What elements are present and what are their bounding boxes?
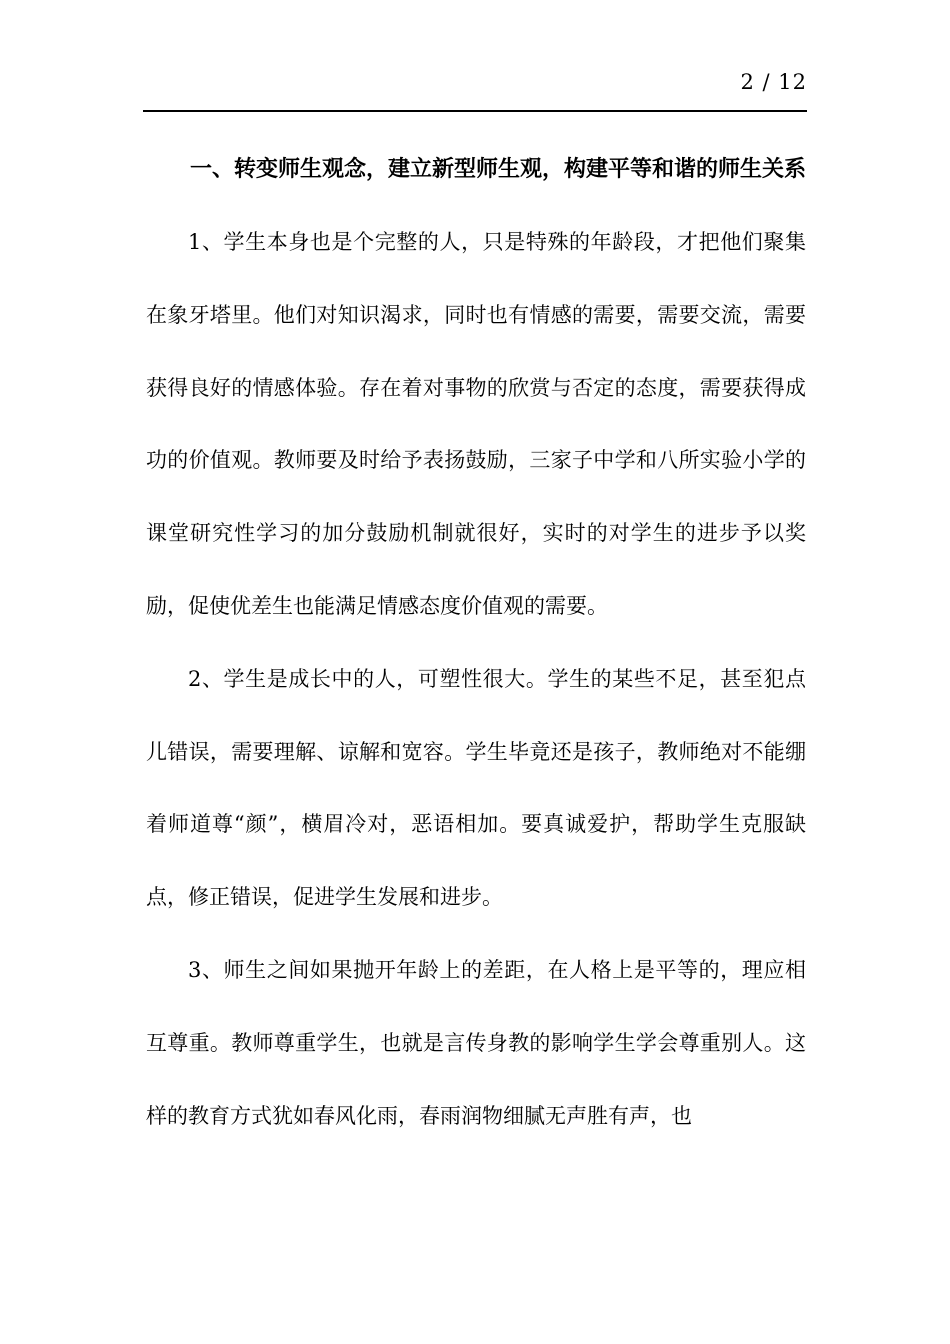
header-rule	[143, 110, 807, 112]
paragraph-2: 2、学生是成长中的人，可塑性很大。学生的某些不足，甚至犯点儿错误，需要理解、谅解和宽容。学生毕竟还是孩子，教师绝对不能绷着师道尊“颜”，横眉冷对，恶语相加。要真诚爱护，帮助学生克服缺点，修正错误，促进学生发展和进步。	[146, 666, 806, 910]
paragraph-1: 1、学生本身也是个完整的人，只是特殊的年龄段，才把他们聚集在象牙塔里。他们对知识渴求，同时也有情感的需要，需要交流，需要获得良好的情感体验。存在着对事物的欣赏与否定的态度，需要获得成功的价值观。教师要及时给予表扬鼓励，三家子中学和八所实验小学的课堂研究性学习的加分鼓励机制就很好，实时的对学生的进步予以奖励，促使优差生也能满足情感态度价值观的需要。	[146, 230, 806, 618]
section-heading: 一、转变师生观念，建立新型师生观，构建平等和谐的师生关系	[190, 157, 807, 182]
paragraph-3: 3、师生之间如果抛开年龄上的差距，在人格上是平等的，理应相互尊重。教师尊重学生，也就是言传身教的影响学生学会尊重别人。这样的教育方式犹如春风化雨，春雨润物细腻无声胜有声，也	[146, 957, 806, 1128]
document-body	[146, 134, 806, 1152]
page-number: 2 / 12	[740, 70, 807, 94]
